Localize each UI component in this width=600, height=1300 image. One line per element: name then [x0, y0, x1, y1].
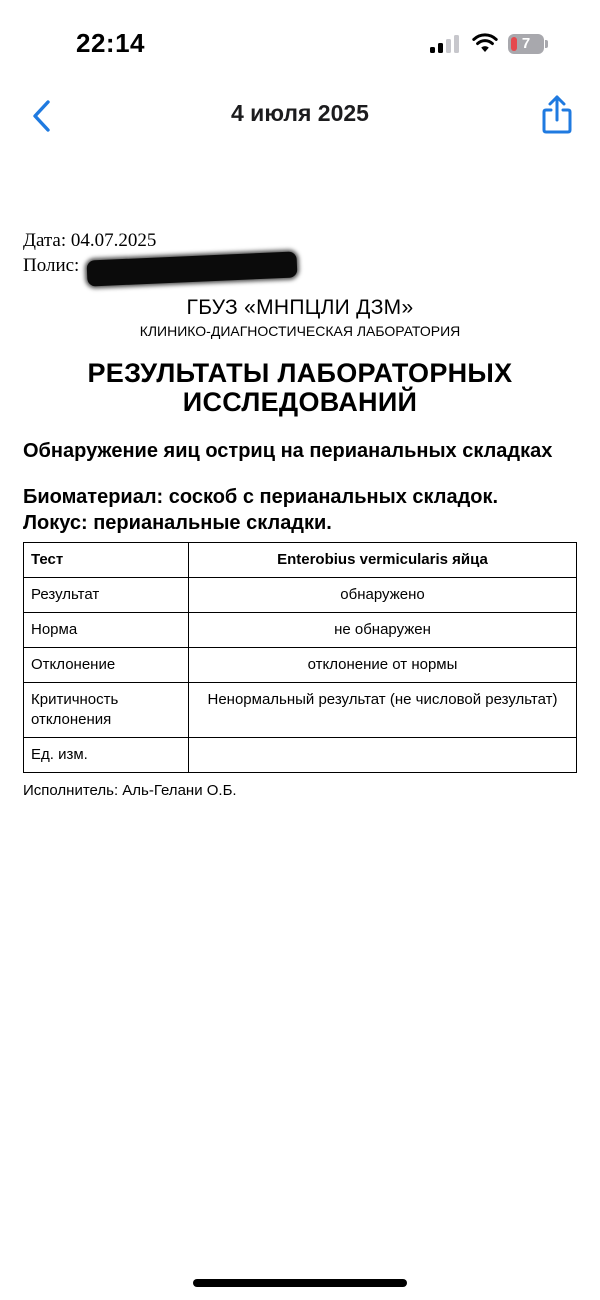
- policy-label: Полис:: [23, 255, 80, 276]
- report-meta: [23, 228, 577, 278]
- report-title: РЕЗУЛЬТАТЫ ЛАБОРАТОРНЫХ ИССЛЕДОВАНИЙ: [87, 358, 513, 417]
- share-button[interactable]: [540, 94, 574, 136]
- table-cell-label: Критичность отклонения: [24, 683, 189, 738]
- table-header-row: [24, 543, 577, 578]
- wifi-icon: [472, 33, 498, 53]
- table-row: [24, 738, 577, 773]
- table-header-cell: Тест: [24, 543, 189, 578]
- table-cell-label: Результат: [24, 578, 189, 613]
- table-row: [24, 683, 577, 738]
- battery-percentage: 7: [521, 35, 531, 52]
- status-bar: [0, 0, 600, 90]
- table-cell-value: отклонение от нормы: [189, 648, 577, 683]
- table-header-cell: Enterobius vermicularis яйца: [189, 543, 577, 578]
- nav-title: 4 июля 2025: [231, 100, 369, 126]
- share-icon: [544, 97, 570, 132]
- navigation-bar: [0, 90, 600, 142]
- organization-name: ГБУЗ «МНПЦЛИ ДЗМ»: [186, 296, 414, 319]
- table-row: [24, 613, 577, 648]
- table-cell-value: не обнаружен: [189, 613, 577, 648]
- table-cell-value: [189, 738, 577, 773]
- table-row: [24, 578, 577, 613]
- report-date: Дата: 04.07.2025: [23, 230, 157, 251]
- analysis-name: Обнаружение яиц остриц на перианальных складках: [23, 440, 553, 462]
- lab-report-document: [23, 228, 577, 799]
- cellular-signal-icon: [430, 35, 462, 53]
- battery-cap: [545, 40, 548, 48]
- locus-line: Локус: перианальные складки.: [23, 512, 332, 534]
- organization-subtitle: КЛИНИКО-ДИАГНОСТИЧЕСКАЯ ЛАБОРАТОРИЯ: [139, 323, 461, 339]
- performer: Исполнитель: Аль-Гелани О.Б.: [23, 782, 237, 799]
- table-cell-label: Отклонение: [24, 648, 189, 683]
- table-cell-value: Ненормальный результат (не числовой результат): [189, 683, 577, 738]
- home-indicator[interactable]: [193, 1279, 407, 1287]
- battery-icon: [508, 34, 544, 54]
- biomaterial-line: Биоматериал: соскоб с перианальных складок.: [23, 486, 499, 508]
- table-row: [24, 648, 577, 683]
- biomaterial-info: [23, 484, 577, 536]
- results-table: [23, 542, 577, 773]
- status-time: 22:14: [76, 28, 145, 58]
- table-cell-value: обнаружено: [189, 578, 577, 613]
- table-cell-label: Норма: [24, 613, 189, 648]
- table-cell-label: Ед. изм.: [24, 738, 189, 773]
